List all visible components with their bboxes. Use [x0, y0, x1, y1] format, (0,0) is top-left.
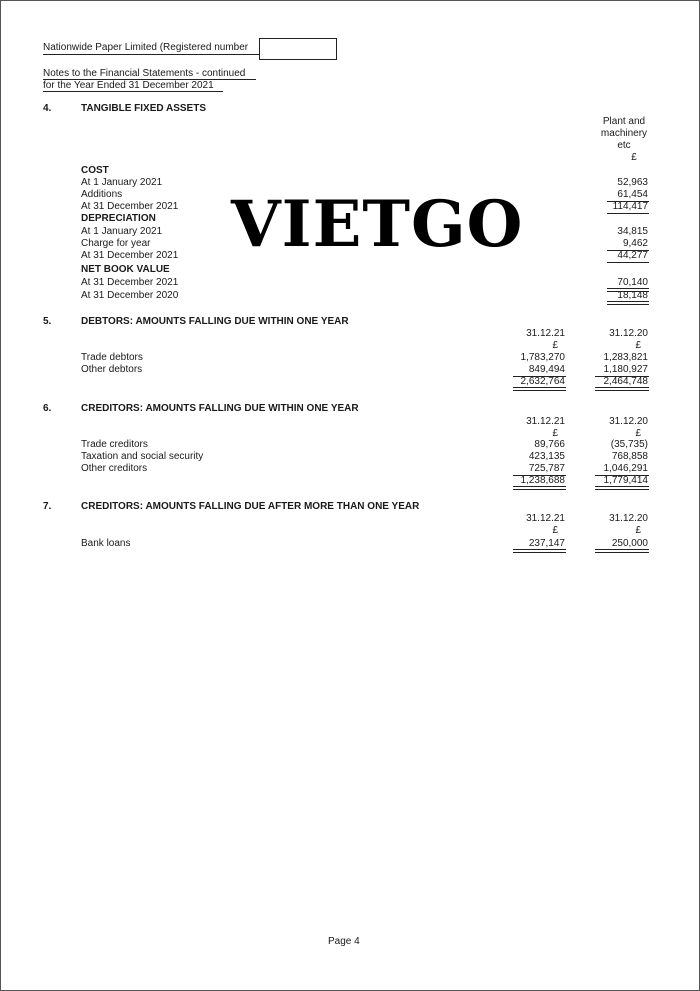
double-rule [607, 301, 649, 305]
notes-period: for the Year Ended 31 December 2021 [43, 80, 214, 91]
currency-symbol: £ [552, 340, 558, 351]
company-name: Nationwide Paper Limited (Registered number [43, 42, 249, 53]
row-label: Trade debtors [81, 352, 143, 363]
total-2020: 1,779,414 [603, 475, 648, 486]
row-label: Bank loans [81, 538, 131, 549]
note-7-title: CREDITORS: AMOUNTS FALLING DUE AFTER MORE THAN ONE YEAR [81, 501, 420, 512]
col-date-2021: 31.12.21 [526, 328, 565, 339]
note-5-number: 5. [43, 316, 52, 327]
dep-row-value: 9,462 [622, 238, 648, 249]
note-5-title: DEBTORS: AMOUNTS FALLING DUE WITHIN ONE YEAR [81, 316, 349, 327]
nbv-row-value: 18,148 [617, 290, 648, 301]
row-value-2021: 237,147 [528, 538, 565, 549]
col-date-2020: 31.12.20 [609, 513, 648, 524]
currency-symbol: £ [635, 525, 641, 536]
col-header-currency: £ [631, 152, 637, 163]
currency-symbol: £ [635, 428, 641, 439]
row-label: Other debtors [81, 364, 143, 375]
note-4-number: 4. [43, 103, 52, 114]
note-4-title: TANGIBLE FIXED ASSETS [81, 103, 207, 114]
nbv-row-label: At 31 December 2020 [81, 290, 179, 301]
notes-heading: Notes to the Financial Statements - continued [43, 68, 246, 79]
cost-row-value: 52,963 [617, 177, 648, 188]
dep-row-value: 34,815 [617, 226, 648, 237]
cost-heading: COST [81, 165, 109, 176]
row-value-2020: 768,858 [611, 451, 648, 462]
col-date-2021: 31.12.21 [526, 513, 565, 524]
double-rule [595, 549, 649, 553]
row-value-2020: 250,000 [611, 538, 648, 549]
dep-row-label: Charge for year [81, 238, 151, 249]
double-rule [513, 549, 566, 553]
depreciation-heading: DEPRECIATION [81, 213, 156, 224]
double-rule [595, 387, 649, 391]
double-rule [595, 486, 649, 490]
col-header-line3: etc [617, 140, 631, 151]
currency-symbol: £ [635, 340, 641, 351]
row-value-2021: 849,494 [528, 364, 565, 375]
note-7-number: 7. [43, 501, 52, 512]
total-2021: 2,632,764 [520, 376, 565, 387]
col-date-2020: 31.12.20 [609, 328, 648, 339]
cost-row-label: Additions [81, 189, 123, 200]
col-header-line2: machinery [600, 128, 648, 139]
double-rule [513, 486, 566, 490]
registered-number-box [259, 38, 337, 60]
dep-row-label: At 31 December 2021 [81, 250, 179, 261]
col-date-2020: 31.12.20 [609, 416, 648, 427]
page-number: Page 4 [328, 936, 360, 947]
cost-row-value: 61,454 [617, 189, 648, 200]
total-2021: 1,238,688 [520, 475, 565, 486]
cost-row-label: At 31 December 2021 [81, 201, 179, 212]
row-label: Trade creditors [81, 439, 148, 450]
currency-symbol: £ [552, 428, 558, 439]
total-rule [607, 262, 649, 263]
dep-row-value: 44,277 [617, 250, 648, 261]
row-value-2020: 1,180,927 [603, 364, 648, 375]
row-value-2020: 1,283,821 [603, 352, 648, 363]
row-value-2020: (35,735) [610, 439, 648, 450]
company-underline [43, 54, 259, 55]
row-label: Taxation and social security [81, 451, 204, 462]
row-value-2021: 423,135 [528, 451, 565, 462]
nbv-row-value: 70,140 [617, 277, 648, 288]
period-underline [43, 91, 223, 92]
total-2020: 2,464,748 [603, 376, 648, 387]
row-value-2021: 725,787 [528, 463, 565, 474]
col-date-2021: 31.12.21 [526, 416, 565, 427]
nbv-row-label: At 31 December 2021 [81, 277, 179, 288]
note-6-title: CREDITORS: AMOUNTS FALLING DUE WITHIN ONE YEAR [81, 403, 359, 414]
row-value-2021: 89,766 [534, 439, 565, 450]
watermark: VIETGO [231, 187, 524, 262]
dep-row-label: At 1 January 2021 [81, 226, 163, 237]
note-6-number: 6. [43, 403, 52, 414]
currency-symbol: £ [552, 525, 558, 536]
nbv-heading: NET BOOK VALUE [81, 264, 170, 275]
cost-row-value: 114,417 [612, 201, 648, 212]
total-rule [607, 213, 649, 214]
double-rule [513, 387, 566, 391]
row-value-2020: 1,046,291 [603, 463, 648, 474]
col-header-line1: Plant and [602, 116, 646, 127]
row-value-2021: 1,783,270 [520, 352, 565, 363]
cost-row-label: At 1 January 2021 [81, 177, 163, 188]
row-label: Other creditors [81, 463, 148, 474]
